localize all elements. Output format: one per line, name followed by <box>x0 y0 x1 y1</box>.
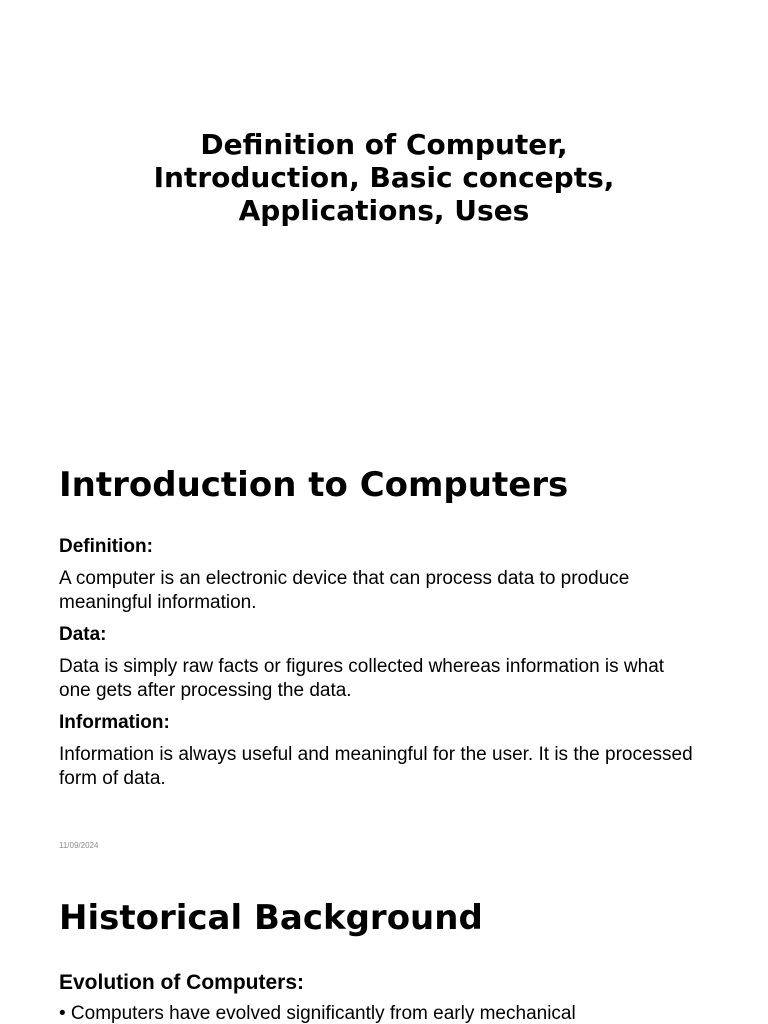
evolution-label: Evolution of Computers: <box>59 971 304 994</box>
slide-title-line-3: Applications, Uses <box>238 194 530 227</box>
historical-body <box>59 970 699 1024</box>
data-label: Data: <box>59 624 107 645</box>
historical-background-heading: Historical Background <box>59 898 483 938</box>
information-label: Information: <box>59 712 170 733</box>
data-text: Data is simply raw facts or figures collected whereas information is what one gets after processing the data. <box>59 656 665 701</box>
evolution-bullet-1: • Computers have evolved significantly from early mechanical <box>59 1003 576 1024</box>
introduction-heading: Introduction to Computers <box>59 465 569 505</box>
slide-title-line-2: Introduction, Basic concepts, <box>153 161 615 194</box>
definition-label: Definition: <box>59 536 153 557</box>
slide-title <box>84 128 684 227</box>
slide-date: 11/09/2024 <box>59 841 99 850</box>
introduction-body <box>59 535 699 799</box>
slide-title-line-1: Definition of Computer, <box>200 128 568 161</box>
information-text: Information is always useful and meaningful for the user. It is the processed form of data. <box>59 744 693 789</box>
definition-text: A computer is an electronic device that can process data to produce meaningful information. <box>59 568 630 613</box>
